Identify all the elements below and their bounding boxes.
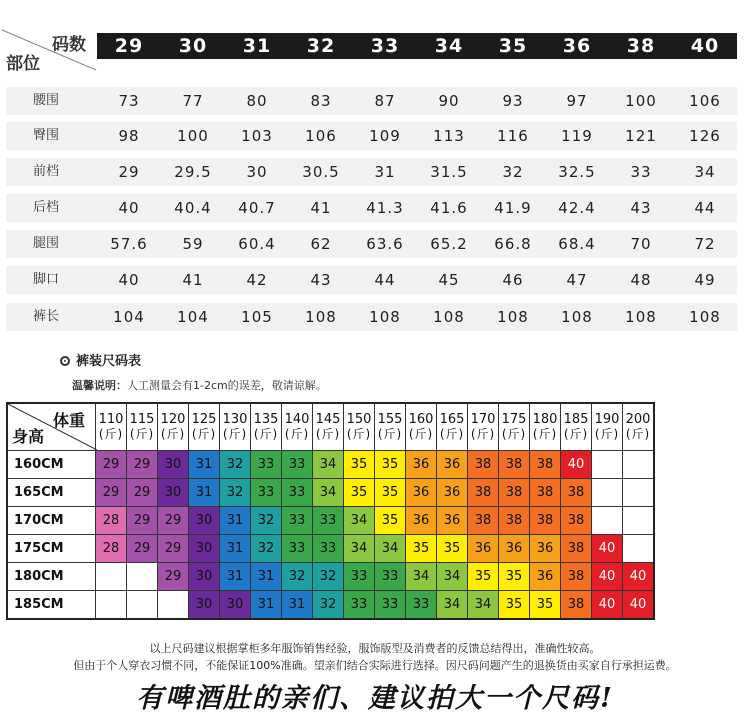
measure-value: 34 xyxy=(694,163,716,181)
size-cell: 36 xyxy=(530,535,561,563)
height-label: 170CM xyxy=(7,507,96,535)
size-cell: 40 xyxy=(592,535,623,563)
measure-value: 109 xyxy=(369,127,401,145)
size-cell: 40 xyxy=(592,563,623,591)
measure-value: 83 xyxy=(310,92,332,110)
size-header-cell: 36 xyxy=(562,35,592,57)
size-cell: 35 xyxy=(375,451,406,479)
size-cell: 33 xyxy=(344,563,375,591)
measure-row-label: 前档 xyxy=(33,164,60,179)
measure-row xyxy=(6,266,737,294)
measure-value: 30.5 xyxy=(302,163,340,181)
size-cell: 34 xyxy=(406,563,437,591)
measure-value: 106 xyxy=(305,127,337,145)
measure-row xyxy=(6,158,737,186)
measure-value: 108 xyxy=(497,308,529,326)
weight-header-cell: 175 (斤) xyxy=(499,403,530,451)
size-cell: 29 xyxy=(127,451,158,479)
measure-value: 98 xyxy=(118,127,140,145)
measure-value: 72 xyxy=(694,235,716,253)
height-label: 180CM xyxy=(7,563,96,591)
size-cell: 29 xyxy=(158,507,189,535)
measure-row xyxy=(6,194,737,222)
size-cell: 31 xyxy=(220,563,251,591)
slogan: 有啤酒肚的亲们、建议拍大一个尺码! xyxy=(136,683,614,714)
footer-line-2: 但由于个人穿衣习惯不同，不能保证100%准确。望亲们结合实际进行选择。因尺码问题产生的退换货由买家自行承担运费。 xyxy=(73,659,677,672)
size-cell: 32 xyxy=(251,535,282,563)
size-cell: 38 xyxy=(499,507,530,535)
size-cell: 32 xyxy=(282,563,313,591)
measure-row-label: 后档 xyxy=(33,200,60,215)
weight-header-cell: 115 (斤) xyxy=(127,403,158,451)
measure-value: 47 xyxy=(566,271,588,289)
measure-value: 106 xyxy=(689,92,721,110)
weight-header-cell: 170 (斤) xyxy=(468,403,499,451)
size-cell xyxy=(592,507,623,535)
measure-value: 100 xyxy=(177,127,209,145)
measure-value: 29.5 xyxy=(174,163,212,181)
measure-value: 100 xyxy=(625,92,657,110)
grid-corner xyxy=(7,403,96,451)
weight-header-cell: 180 (斤) xyxy=(530,403,561,451)
measure-value: 46 xyxy=(502,271,524,289)
measure-row xyxy=(6,87,737,115)
size-cell xyxy=(127,591,158,620)
size-cell: 29 xyxy=(96,479,127,507)
tip-prefix: 温馨说明： xyxy=(72,379,127,392)
size-cell: 29 xyxy=(127,507,158,535)
size-cell: 28 xyxy=(96,507,127,535)
measure-value: 62 xyxy=(310,235,332,253)
measure-value: 41 xyxy=(310,199,332,217)
tip-note xyxy=(72,377,327,393)
measure-corner xyxy=(0,28,100,72)
size-cell: 32 xyxy=(313,563,344,591)
size-cell: 29 xyxy=(127,479,158,507)
measure-value: 105 xyxy=(241,308,273,326)
measure-value: 108 xyxy=(625,308,657,326)
measure-row xyxy=(6,303,737,331)
size-cell: 36 xyxy=(437,507,468,535)
size-header-cell: 34 xyxy=(434,35,464,57)
size-cell: 33 xyxy=(251,451,282,479)
size-cell: 35 xyxy=(375,479,406,507)
size-header xyxy=(97,33,737,59)
measure-value: 73 xyxy=(118,92,140,110)
size-cell: 36 xyxy=(406,451,437,479)
size-cell: 36 xyxy=(437,479,468,507)
size-cell xyxy=(623,479,655,507)
measure-value: 40 xyxy=(118,199,140,217)
measure-value: 70 xyxy=(630,235,652,253)
measure-value: 40.4 xyxy=(174,199,212,217)
size-cell xyxy=(623,451,655,479)
size-cell: 33 xyxy=(375,563,406,591)
size-cell: 34 xyxy=(437,563,468,591)
measure-row xyxy=(6,230,737,258)
size-header-cell: 40 xyxy=(690,35,720,57)
tip-text: 人工测量会有1-2cm的误差，敬请谅解。 xyxy=(127,379,327,392)
size-cell xyxy=(623,507,655,535)
size-cell: 35 xyxy=(437,535,468,563)
size-cell: 33 xyxy=(282,535,313,563)
measure-value: 87 xyxy=(374,92,396,110)
size-cell: 35 xyxy=(375,507,406,535)
measure-value: 32 xyxy=(502,163,524,181)
measure-value: 119 xyxy=(561,127,593,145)
size-cell: 38 xyxy=(468,451,499,479)
size-cell xyxy=(158,591,189,620)
measure-value: 108 xyxy=(561,308,593,326)
size-cell: 29 xyxy=(158,563,189,591)
size-cell: 36 xyxy=(468,535,499,563)
weight-header-cell: 165 (斤) xyxy=(437,403,468,451)
size-cell: 34 xyxy=(468,591,499,620)
weight-header-cell: 160 (斤) xyxy=(406,403,437,451)
size-cell: 30 xyxy=(220,591,251,620)
size-cell: 33 xyxy=(282,507,313,535)
measure-value: 41 xyxy=(182,271,204,289)
measure-value: 31 xyxy=(374,163,396,181)
size-cell: 38 xyxy=(561,507,592,535)
measure-value: 29 xyxy=(118,163,140,181)
weight-header-cell: 120 (斤) xyxy=(158,403,189,451)
grid-row xyxy=(7,563,654,591)
size-header-cell: 29 xyxy=(114,35,144,57)
size-cell: 29 xyxy=(96,451,127,479)
grid-row xyxy=(7,535,654,563)
measure-value: 104 xyxy=(113,308,145,326)
size-cell xyxy=(623,535,655,563)
measure-value: 63.6 xyxy=(366,235,404,253)
size-cell: 31 xyxy=(189,451,220,479)
size-cell: 35 xyxy=(468,563,499,591)
measure-value: 45 xyxy=(438,271,460,289)
size-cell: 31 xyxy=(251,591,282,620)
size-cell: 34 xyxy=(375,535,406,563)
weight-header-cell: 155 (斤) xyxy=(375,403,406,451)
measure-value: 59 xyxy=(182,235,204,253)
size-header-cell: 35 xyxy=(498,35,528,57)
size-cell: 30 xyxy=(189,563,220,591)
measure-row-label: 裤长 xyxy=(33,309,60,324)
weight-header-cell: 145 (斤) xyxy=(313,403,344,451)
size-cell: 36 xyxy=(530,563,561,591)
measure-value: 41.6 xyxy=(430,199,468,217)
measure-value: 43 xyxy=(630,199,652,217)
size-cell: 33 xyxy=(375,591,406,620)
measure-value: 121 xyxy=(625,127,657,145)
measure-row-label: 臀围 xyxy=(33,128,60,143)
measure-value: 90 xyxy=(438,92,460,110)
measure-value: 33 xyxy=(630,163,652,181)
size-cell xyxy=(592,451,623,479)
size-cell: 30 xyxy=(158,479,189,507)
size-cell: 35 xyxy=(344,451,375,479)
weight-header-cell: 200 (斤) xyxy=(623,403,655,451)
measure-value: 77 xyxy=(182,92,204,110)
size-cell: 36 xyxy=(437,451,468,479)
measure-value: 40.7 xyxy=(238,199,276,217)
size-cell: 31 xyxy=(220,507,251,535)
size-recommend-table xyxy=(6,402,655,620)
size-cell: 28 xyxy=(96,535,127,563)
size-cell: 30 xyxy=(189,591,220,620)
size-cell: 33 xyxy=(251,479,282,507)
measure-value: 93 xyxy=(502,92,524,110)
measure-value: 40 xyxy=(118,271,140,289)
measure-value: 57.6 xyxy=(110,235,148,253)
measure-value: 108 xyxy=(689,308,721,326)
weight-header-cell: 130 (斤) xyxy=(220,403,251,451)
size-cell: 40 xyxy=(623,591,655,620)
footer-line-1: 以上尺码建议根据掌柜多年服饰销售经验，服饰版型及消费者的反馈总结得出，准确性较高。 xyxy=(149,642,601,655)
size-cell: 38 xyxy=(561,591,592,620)
size-cell: 40 xyxy=(561,451,592,479)
grid-corner-weight: 体重 xyxy=(52,411,85,430)
weight-header-cell: 135 (斤) xyxy=(251,403,282,451)
size-header-cell: 33 xyxy=(370,35,400,57)
grid-row xyxy=(7,591,654,620)
measure-value: 49 xyxy=(694,271,716,289)
size-cell: 33 xyxy=(282,451,313,479)
circle-bullet-icon xyxy=(60,356,70,366)
size-cell: 30 xyxy=(189,507,220,535)
measure-value: 108 xyxy=(369,308,401,326)
height-label: 165CM xyxy=(7,479,96,507)
size-cell: 34 xyxy=(313,451,344,479)
size-cell: 35 xyxy=(499,591,530,620)
measure-value: 108 xyxy=(433,308,465,326)
size-cell: 40 xyxy=(623,563,655,591)
size-cell: 33 xyxy=(313,507,344,535)
size-cell: 38 xyxy=(561,535,592,563)
measure-value: 48 xyxy=(630,271,652,289)
measure-value: 113 xyxy=(433,127,465,145)
size-cell: 29 xyxy=(158,535,189,563)
size-cell: 33 xyxy=(313,535,344,563)
grid-row xyxy=(7,507,654,535)
size-cell: 32 xyxy=(251,507,282,535)
measure-row-label: 腿围 xyxy=(33,236,60,251)
grid-row xyxy=(7,479,654,507)
height-label: 160CM xyxy=(7,451,96,479)
size-header-cell: 30 xyxy=(178,35,208,57)
size-cell: 31 xyxy=(282,591,313,620)
size-cell: 35 xyxy=(344,479,375,507)
measure-row xyxy=(6,122,737,150)
size-cell: 35 xyxy=(406,535,437,563)
measure-value: 66.8 xyxy=(494,235,532,253)
measure-value: 41.9 xyxy=(494,199,532,217)
size-cell: 32 xyxy=(220,479,251,507)
size-cell: 34 xyxy=(437,591,468,620)
measure-value: 41.3 xyxy=(366,199,404,217)
size-header-cell: 38 xyxy=(626,35,656,57)
size-header-cell: 31 xyxy=(242,35,272,57)
height-label: 185CM xyxy=(7,591,96,620)
measure-value: 65.2 xyxy=(430,235,468,253)
size-cell: 38 xyxy=(530,507,561,535)
size-cell xyxy=(96,563,127,591)
measure-value: 103 xyxy=(241,127,273,145)
measure-value: 104 xyxy=(177,308,209,326)
measure-value: 116 xyxy=(497,127,529,145)
size-cell: 38 xyxy=(561,563,592,591)
size-cell: 38 xyxy=(530,479,561,507)
weight-header-cell: 185 (斤) xyxy=(561,403,592,451)
size-cell: 29 xyxy=(127,535,158,563)
measure-value: 31.5 xyxy=(430,163,468,181)
measure-value: 80 xyxy=(246,92,268,110)
measure-row-label: 腰围 xyxy=(33,93,60,108)
corner-part-label: 部位 xyxy=(6,54,40,74)
weight-header-cell: 125 (斤) xyxy=(189,403,220,451)
size-header-cell: 32 xyxy=(306,35,336,57)
size-cell: 30 xyxy=(158,451,189,479)
measure-value: 126 xyxy=(689,127,721,145)
size-cell: 31 xyxy=(189,479,220,507)
size-cell: 35 xyxy=(530,591,561,620)
size-cell xyxy=(592,479,623,507)
weight-header-cell: 150 (斤) xyxy=(344,403,375,451)
size-cell: 36 xyxy=(499,535,530,563)
corner-size-label: 码数 xyxy=(52,35,86,55)
size-cell: 30 xyxy=(189,535,220,563)
measure-value: 44 xyxy=(374,271,396,289)
size-cell: 31 xyxy=(251,563,282,591)
measure-value: 43 xyxy=(310,271,332,289)
height-label: 175CM xyxy=(7,535,96,563)
grid-corner-height: 身高 xyxy=(12,427,45,446)
size-cell: 36 xyxy=(406,507,437,535)
size-cell: 38 xyxy=(530,451,561,479)
size-cell: 31 xyxy=(220,535,251,563)
size-cell: 38 xyxy=(468,479,499,507)
size-cell: 38 xyxy=(499,451,530,479)
measure-value: 30 xyxy=(246,163,268,181)
measure-value: 60.4 xyxy=(238,235,276,253)
measure-value: 32.5 xyxy=(558,163,596,181)
weight-header-cell: 190 (斤) xyxy=(592,403,623,451)
measure-value: 44 xyxy=(694,199,716,217)
size-cell: 32 xyxy=(313,591,344,620)
grid-row xyxy=(7,451,654,479)
weight-header-cell: 110 (斤) xyxy=(96,403,127,451)
size-cell: 40 xyxy=(592,591,623,620)
size-cell: 33 xyxy=(344,591,375,620)
measure-row-label: 脚口 xyxy=(33,272,60,287)
size-cell: 34 xyxy=(344,507,375,535)
size-cell: 38 xyxy=(561,479,592,507)
size-cell: 38 xyxy=(499,479,530,507)
size-cell xyxy=(127,563,158,591)
size-cell: 38 xyxy=(468,507,499,535)
size-cell: 33 xyxy=(406,591,437,620)
size-cell: 33 xyxy=(282,479,313,507)
measure-value: 108 xyxy=(305,308,337,326)
weight-header-cell: 140 (斤) xyxy=(282,403,313,451)
measure-value: 68.4 xyxy=(558,235,596,253)
size-cell xyxy=(96,591,127,620)
measure-value: 97 xyxy=(566,92,588,110)
size-cell: 36 xyxy=(406,479,437,507)
chart-title-text: 裤装尺码表 xyxy=(76,354,142,369)
chart-title xyxy=(60,350,141,369)
size-cell: 34 xyxy=(344,535,375,563)
size-cell: 34 xyxy=(313,479,344,507)
measure-value: 42 xyxy=(246,271,268,289)
measure-value: 42.4 xyxy=(558,199,596,217)
size-cell: 35 xyxy=(499,563,530,591)
size-cell: 32 xyxy=(220,451,251,479)
